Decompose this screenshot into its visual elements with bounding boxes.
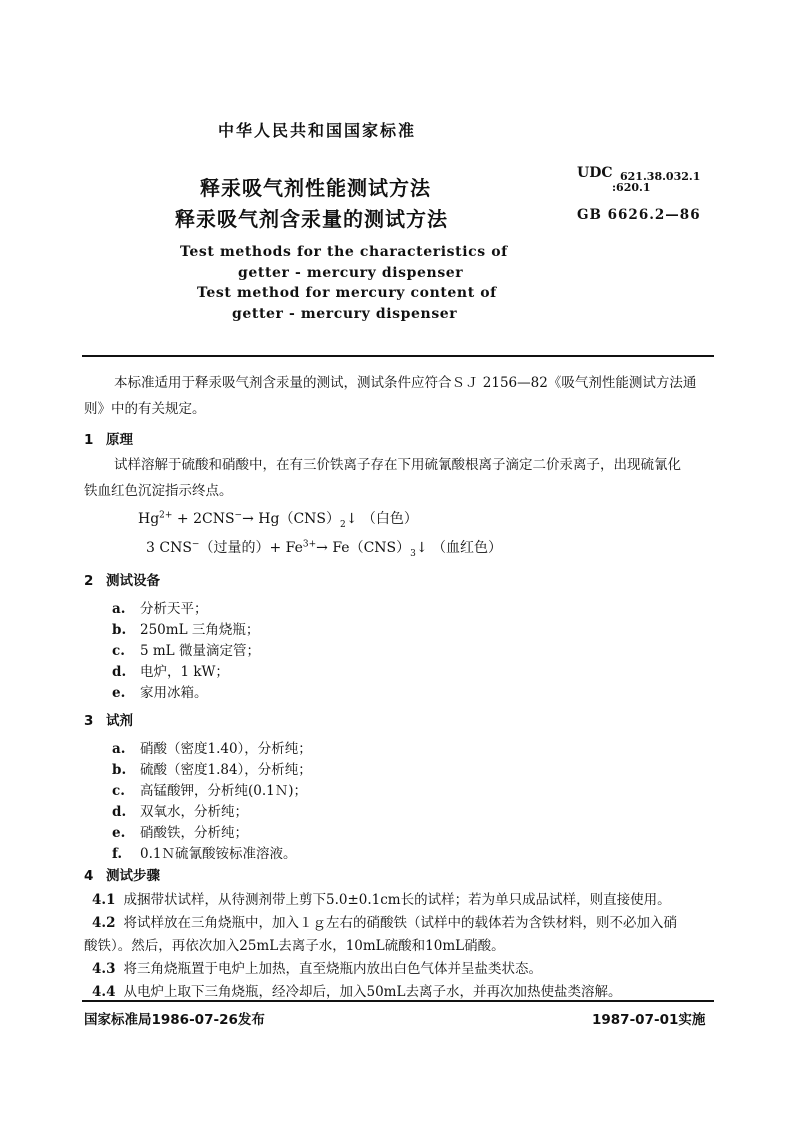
- footer-rule: [82, 1000, 714, 1002]
- equation-1: [138, 508, 418, 530]
- item-text: 双氧水，分析纯；: [140, 804, 248, 820]
- principle-line-1: 试样溶解于硫酸和硝酸中，在有三价铁离子存在下用硫氰酸根离子滴定二价汞离子，出现硫氰化: [114, 457, 681, 473]
- gb-number: GB 6626.2—86: [577, 207, 701, 223]
- eq-sup: 2+: [159, 510, 173, 521]
- step-text: 从电炉上取下三角烧瓶，经冷却后，加入50mL去离子水，并再次加热使盐类溶解。: [123, 984, 622, 1000]
- step-4-1: [92, 889, 732, 912]
- intro-line-2: 则》中的有关规定。: [84, 401, 206, 417]
- step-4-2: [92, 912, 732, 935]
- step-text: 成捆带状试样，从待测剂带上剪下5.0±0.1cm长的试样；若为单只成品试样，则直接使用。: [123, 892, 671, 908]
- reagent-item: [112, 842, 296, 862]
- item-text: 电炉，1 kW；: [140, 664, 229, 680]
- section-number: 2: [84, 573, 94, 589]
- item-text: 高锰酸钾，分析纯(0.1Ｎ)；: [140, 783, 308, 799]
- title-cn-2: 释汞吸气剂含汞量的测试方法: [175, 207, 448, 231]
- item-text: 0.1Ｎ硫氰酸铵标准溶液。: [140, 846, 297, 862]
- eq-sup: 3+: [302, 539, 317, 550]
- reagent-item: [112, 737, 312, 757]
- step-4-3: [92, 958, 732, 981]
- step-number: 4.3: [92, 961, 116, 977]
- item-label: b.: [112, 622, 127, 638]
- eq-sup: −: [234, 510, 243, 521]
- section-number: 1: [84, 432, 94, 448]
- title-cn-1: 释汞吸气剂性能测试方法: [200, 176, 431, 200]
- eq-part: （过量的）+ Fe: [199, 540, 303, 556]
- eq-part: ↓ （血红色）: [415, 540, 503, 556]
- section-4-heading: [84, 864, 160, 884]
- eq-part: 3 CNS: [146, 540, 192, 556]
- udc-label: UDC: [577, 165, 613, 181]
- header-rule: [82, 355, 714, 357]
- section-title: 测试步骤: [106, 868, 160, 884]
- item-text: 分析天平；: [140, 601, 208, 617]
- standard-type: 中华人民共和国国家标准: [218, 121, 417, 140]
- section-number: 3: [84, 713, 94, 729]
- eq-part: → Fe（CNS）: [316, 540, 411, 556]
- item-label: a.: [112, 741, 126, 757]
- step-4-2-continued: 酸铁）。然后，再依次加入25mL去离子水，10mL硫酸和10mL硝酸。: [84, 938, 505, 954]
- udc-code-1: 621.38.032.1: [620, 170, 701, 183]
- eq-part: + 2CNS: [172, 511, 235, 527]
- item-text: 硝酸铁，分析纯；: [140, 825, 248, 841]
- item-text: 硫酸（密度1.84），分析纯；: [140, 762, 312, 778]
- item-label: f.: [112, 846, 123, 862]
- equipment-item: [112, 681, 208, 701]
- step-text: 将试样放在三角烧瓶中，加入１ｇ左右的硝酸铁（试样中的载体若为含铁材料，则不必加入硝: [123, 915, 677, 931]
- equipment-item: [112, 639, 260, 659]
- equipment-item: [112, 660, 229, 680]
- udc-code-2: :620.1: [612, 181, 651, 194]
- eq-part: → Hg（CNS）: [242, 511, 340, 527]
- item-text: 250mL 三角烧瓶；: [140, 622, 260, 638]
- issued-date: 国家标准局1986-07-26发布: [84, 1012, 265, 1028]
- item-label: c.: [112, 783, 125, 799]
- effective-date: 1987-07-01实施: [592, 1012, 706, 1028]
- step-number: 4.4: [92, 984, 116, 1000]
- section-title: 测试设备: [106, 573, 160, 589]
- reagent-item: [112, 779, 307, 799]
- section-2-heading: [84, 569, 160, 589]
- title-en-line-4: getter - mercury dispenser: [232, 306, 458, 322]
- title-en-line-1: Test methods for the characteristics of: [180, 244, 508, 260]
- intro-line-1: 本标准适用于释汞吸气剂含汞量的测试，测试条件应符合ＳＪ 2156—82《吸气剂性能测试方法通: [114, 375, 697, 391]
- item-label: d.: [112, 804, 127, 820]
- item-label: c.: [112, 643, 125, 659]
- item-text: 硝酸（密度1.40），分析纯；: [140, 741, 312, 757]
- equation-2: [146, 537, 502, 559]
- eq-sub: 3: [410, 548, 416, 559]
- step-text: 将三角烧瓶置于电炉上加热，直至烧瓶内放出白色气体并呈盐类状态。: [123, 961, 542, 977]
- eq-part: ↓ （白色）: [345, 511, 418, 527]
- reagent-item: [112, 821, 248, 841]
- section-number: 4: [84, 868, 94, 884]
- section-3-heading: [84, 709, 133, 729]
- section-1-heading: [84, 428, 133, 448]
- item-label: a.: [112, 601, 126, 617]
- eq-part: Hg: [138, 511, 160, 527]
- item-label: d.: [112, 664, 127, 680]
- eq-sub: 2: [340, 519, 346, 530]
- eq-sup: −: [191, 539, 200, 550]
- section-title: 试剂: [106, 713, 133, 729]
- item-label: b.: [112, 762, 127, 778]
- item-text: 5 mL 微量滴定管；: [140, 643, 260, 659]
- title-en-line-2: getter - mercury dispenser: [238, 265, 464, 281]
- item-label: e.: [112, 825, 126, 841]
- reagent-item: [112, 800, 248, 820]
- title-en-line-3: Test method for mercury content of: [197, 285, 497, 301]
- item-label: e.: [112, 685, 126, 701]
- step-number: 4.1: [92, 892, 116, 908]
- reagent-item: [112, 758, 312, 778]
- step-number: 4.2: [92, 915, 116, 931]
- equipment-item: [112, 597, 208, 617]
- item-text: 家用冰箱。: [140, 685, 208, 701]
- equipment-item: [112, 618, 259, 638]
- section-title: 原理: [106, 432, 133, 448]
- principle-line-2: 铁血红色沉淀指示终点。: [84, 483, 233, 499]
